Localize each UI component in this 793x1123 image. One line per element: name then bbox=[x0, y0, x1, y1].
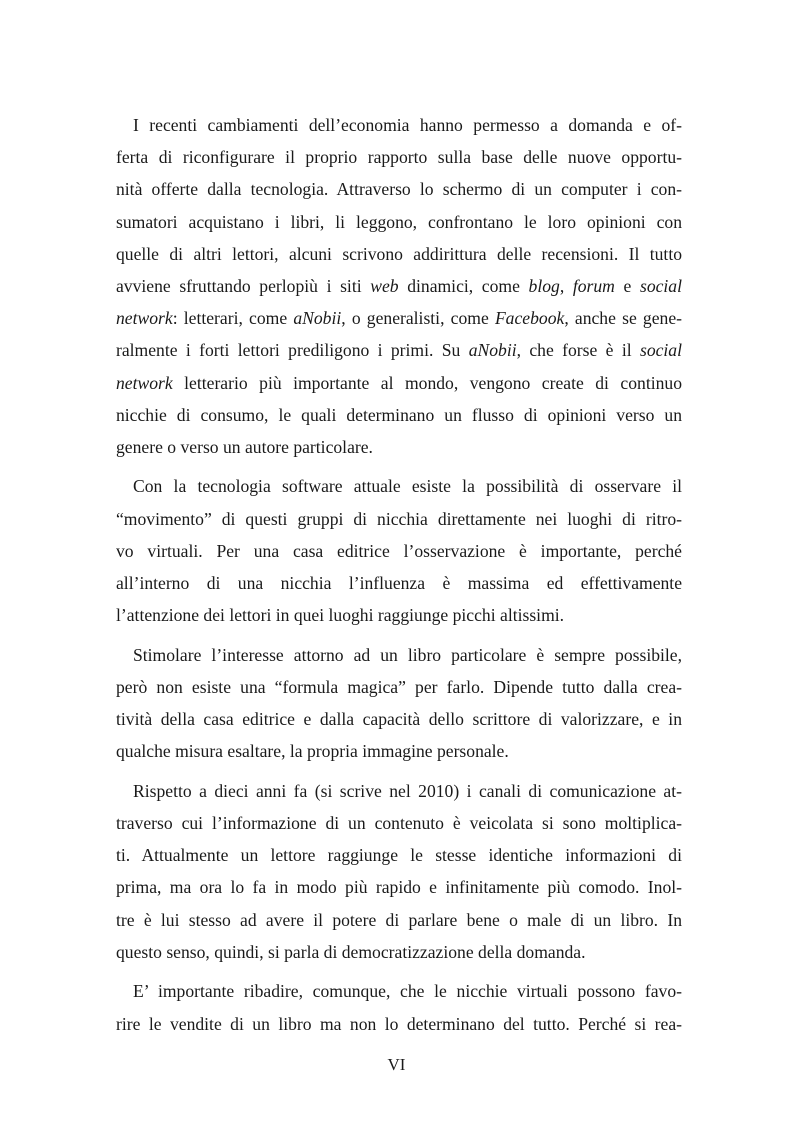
page-number: VI bbox=[387, 1055, 406, 1074]
text-line: I recenti cambiamenti dell’economia hanno permesso a domanda e of- bbox=[133, 115, 682, 135]
text-line: però non esiste una “formula magica” per farlo. Dipende tutto dalla crea- bbox=[116, 676, 682, 697]
text-line: genere o verso un autore particolare. bbox=[116, 436, 373, 457]
paragraph bbox=[116, 775, 682, 968]
text-line: all’interno di una nicchia l’influenza è massima ed effettivamente bbox=[116, 573, 682, 594]
body-text bbox=[116, 109, 682, 1040]
paragraph bbox=[116, 109, 682, 463]
text-line: ralmente i forti lettori prediligono i primi. Su aNobii, che forse è il social bbox=[116, 340, 682, 361]
text-line: traverso cui l’informazione di un contenuto è veicolata si sono moltiplica- bbox=[116, 813, 682, 834]
text-line: network letterario più importante al mondo, vengono create di continuo bbox=[116, 372, 682, 393]
paragraph bbox=[116, 639, 682, 768]
text-line: qualche misura esaltare, la propria immagine personale. bbox=[116, 741, 509, 762]
paragraph bbox=[116, 470, 682, 631]
text-line: ti. Attualmente un lettore raggiunge le stesse identiche informazioni di bbox=[116, 845, 682, 866]
text-line: tre è lui stesso ad avere il potere di parlare bene o male di un libro. In bbox=[116, 909, 682, 930]
text-line: l’attenzione dei lettori in quei luoghi raggiunge picchi altissimi. bbox=[116, 605, 565, 626]
text-line: sumatori acquistano i libri, li leggono, confrontano le loro opinioni con bbox=[116, 211, 682, 232]
text-line: nità offerte dalla tecnologia. Attraverso lo schermo di un computer i con- bbox=[116, 179, 682, 200]
text-line: Con la tecnologia software attuale esiste la possibilità di osservare il bbox=[133, 476, 682, 497]
text-line: ferta di riconfigurare il proprio rapporto sulla base delle nuove opportu- bbox=[116, 147, 682, 168]
text-line: nicchie di consumo, le quali determinano un flusso di opinioni verso un bbox=[116, 404, 682, 425]
text-line: network: letterari, come aNobii, o generalisti, come Facebook, anche se gene- bbox=[116, 308, 683, 329]
text-line: avviene sfruttando perlopiù i siti web dinamici, come blog, forum e social bbox=[116, 275, 682, 296]
paragraph bbox=[116, 975, 682, 1039]
text-line: rire le vendite di un libro ma non lo determinano del tutto. Perché si rea- bbox=[116, 1013, 682, 1034]
text-line: prima, ma ora lo fa in modo più rapido e infinitamente più comodo. Inol- bbox=[116, 877, 682, 898]
text-line: Stimolare l’interesse attorno ad un libro particolare è sempre possibile, bbox=[133, 644, 682, 665]
text-line: E’ importante ribadire, comunque, che le nicchie virtuali possono favo- bbox=[133, 981, 682, 1002]
text-line: “movimento” di questi gruppi di nicchia direttamente nei luoghi di ritro- bbox=[116, 508, 682, 529]
text-line: Rispetto a dieci anni fa (si scrive nel 2010) i canali di comunicazione at- bbox=[133, 780, 682, 801]
text-line: quelle di altri lettori, alcuni scrivono addirittura delle recensioni. Il tutto bbox=[116, 243, 682, 264]
text-line: vo virtuali. Per una casa editrice l’osservazione è importante, perché bbox=[116, 540, 682, 561]
text-line: questo senso, quindi, si parla di democratizzazione della domanda. bbox=[116, 941, 586, 962]
text-line: tività della casa editrice e dalla capacità dello scrittore di valorizzare, e in bbox=[116, 709, 682, 730]
